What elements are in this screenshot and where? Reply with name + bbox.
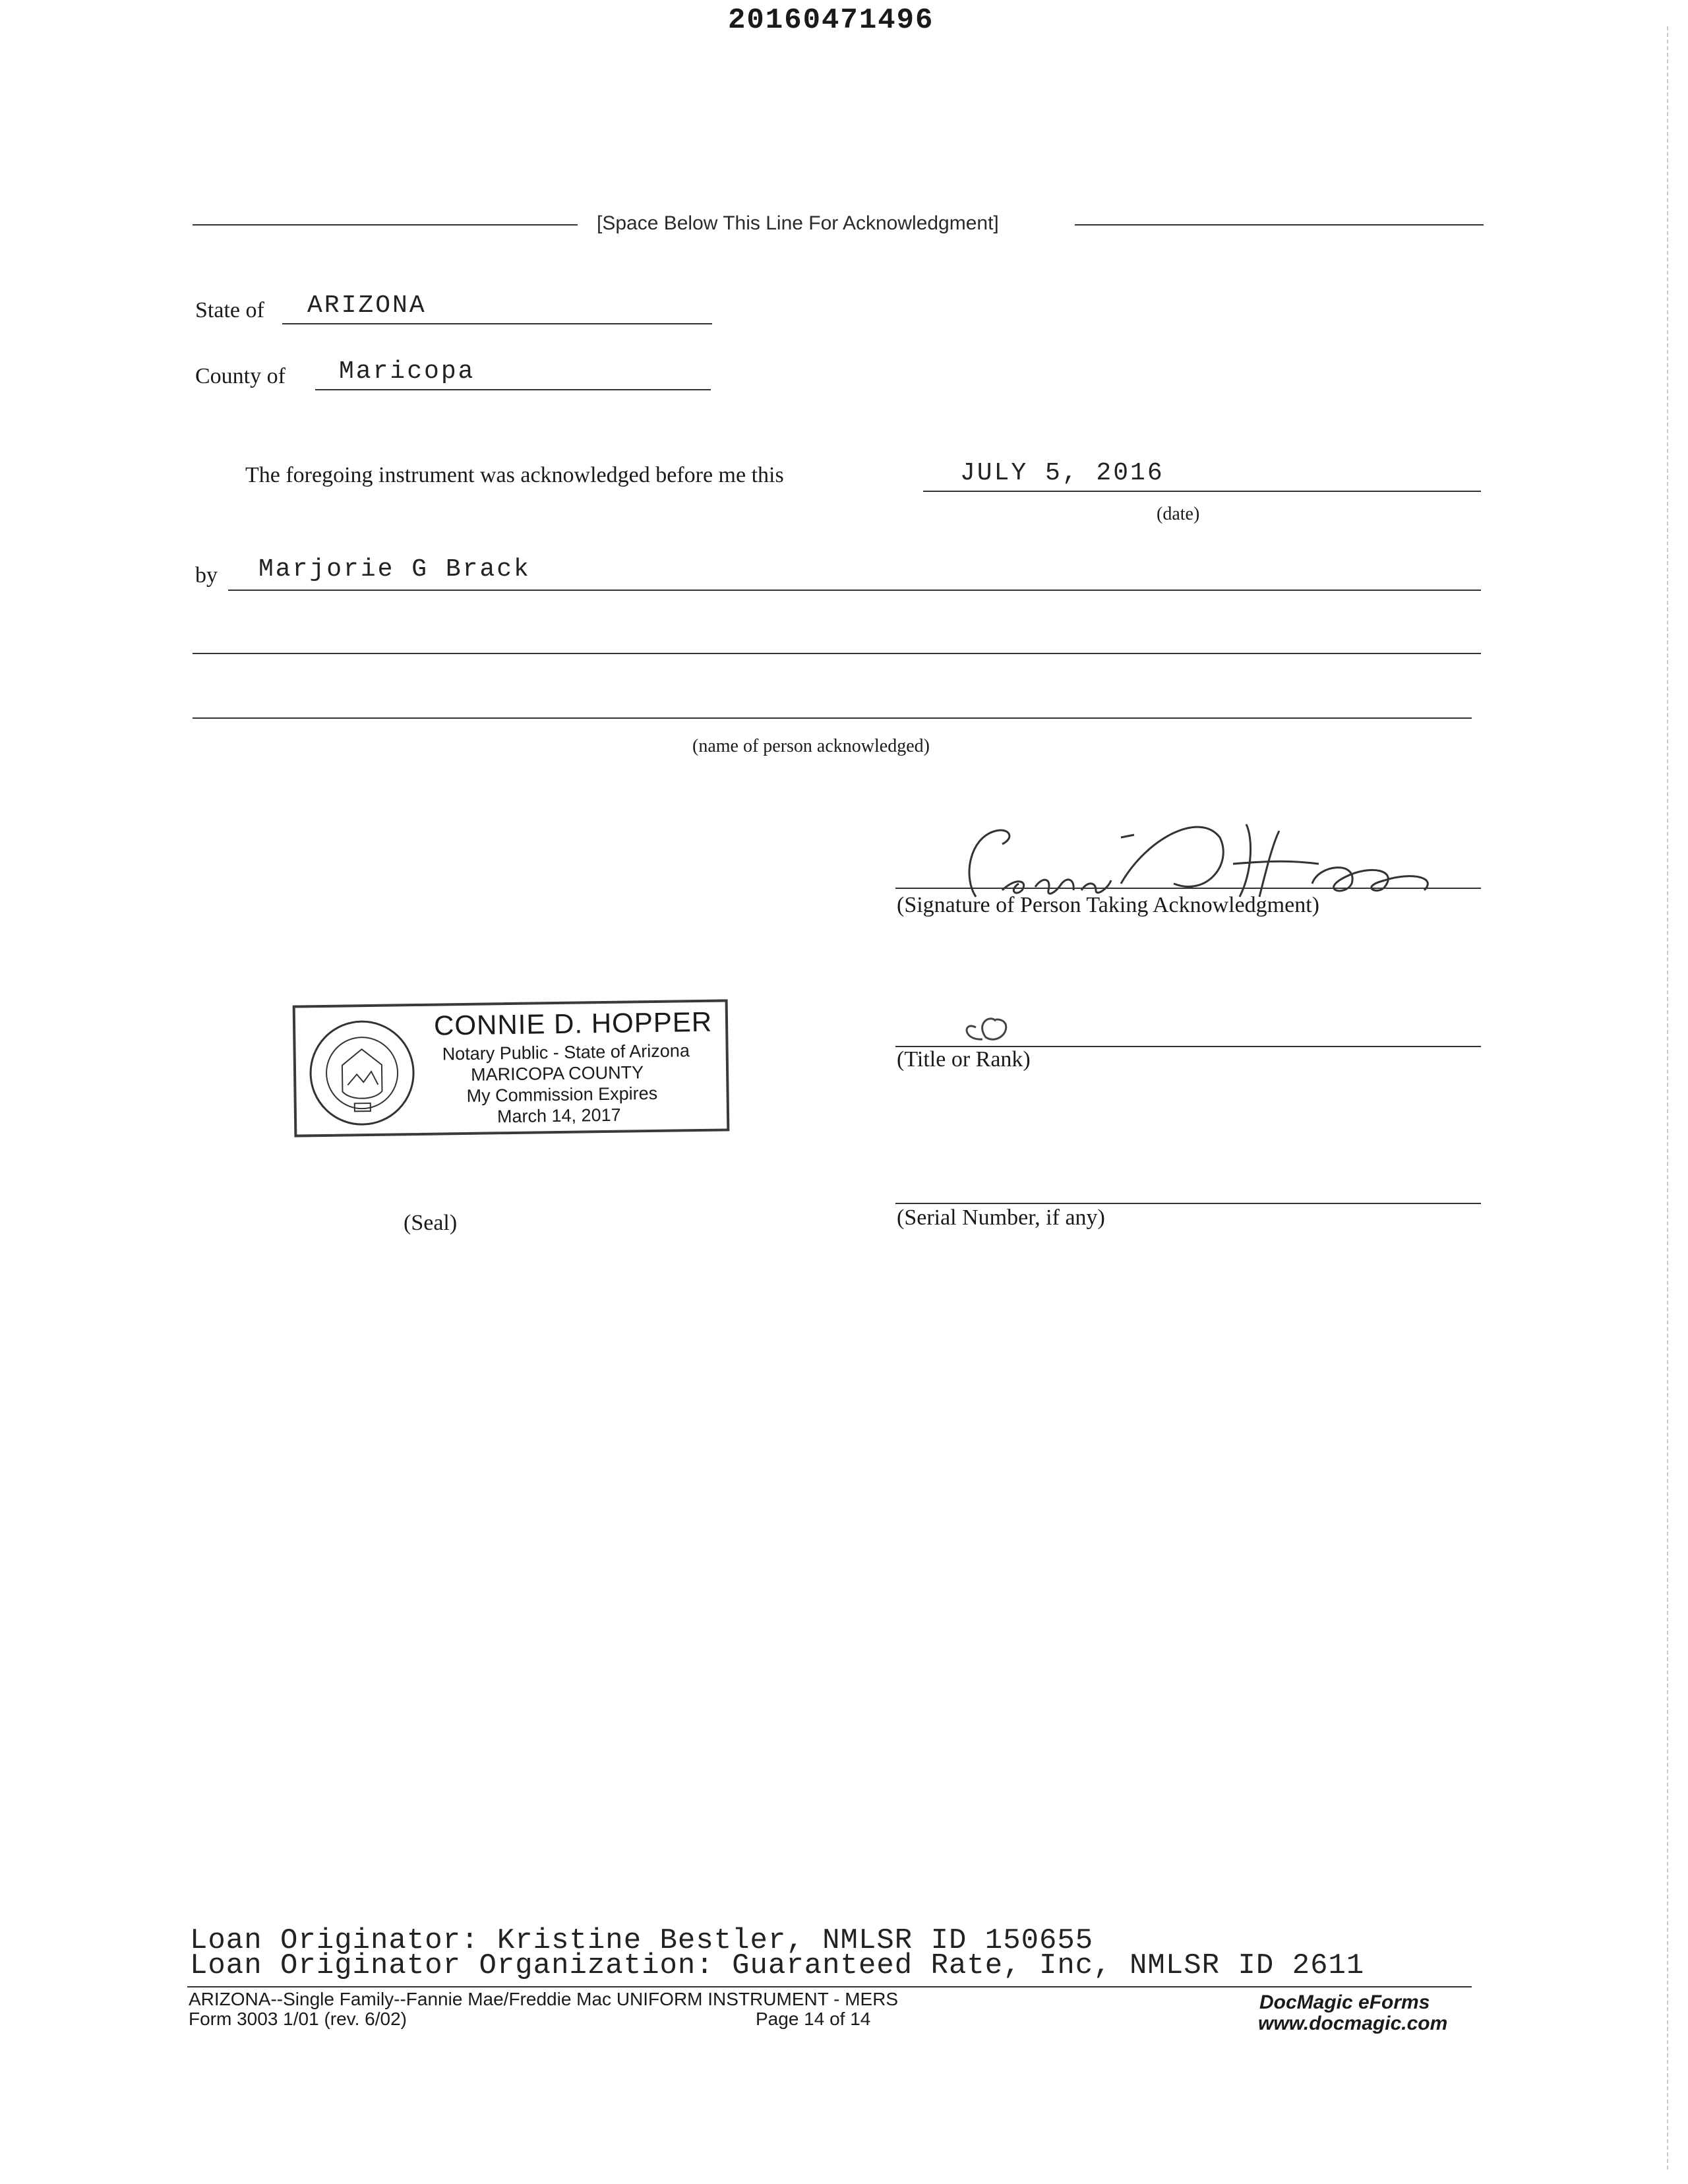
page-number: Page 14 of 14 xyxy=(756,2009,871,2029)
date-line xyxy=(923,491,1481,492)
state-line xyxy=(282,323,712,324)
acknowledgment-heading: [Space Below This Line For Acknowledgment] xyxy=(597,212,999,234)
county-label: County of xyxy=(195,364,286,388)
serial-caption: (Serial Number, if any) xyxy=(897,1205,1105,1230)
ack-date: JULY 5, 2016 xyxy=(960,459,1164,487)
notary-title: Notary Public - State of Arizona xyxy=(442,1041,690,1064)
commission-label: My Commission Expires xyxy=(466,1083,658,1106)
title-initials xyxy=(950,1008,1081,1047)
county-line xyxy=(315,389,711,390)
signature-line xyxy=(895,888,1481,889)
divider-right xyxy=(1075,224,1484,226)
blank-line-2 xyxy=(193,717,1472,719)
state-value: ARIZONA xyxy=(307,291,427,320)
signature-caption: (Signature of Person Taking Acknowledgment) xyxy=(897,893,1319,917)
commission-expiry: March 14, 2017 xyxy=(497,1105,621,1127)
date-caption: (date) xyxy=(1157,504,1200,524)
loan-originator-organization: Loan Originator Organization: Guaranteed Rate, Inc, NMLSR ID 2611 xyxy=(190,1949,1365,1982)
form-title: ARIZONA--Single Family--Fannie Mae/Freddie Mac UNIFORM INSTRUMENT - MERS xyxy=(189,1989,899,2009)
loan-originator: Loan Originator: Kristine Bestler, NMLSR ID 150655 xyxy=(190,1924,1094,1957)
docmagic-website: www.docmagic.com xyxy=(1258,2013,1448,2034)
seal-caption: (Seal) xyxy=(404,1211,458,1235)
by-label: by xyxy=(195,563,218,588)
serial-line xyxy=(895,1203,1481,1204)
foregoing-text: The foregoing instrument was acknowledged before me this xyxy=(245,463,784,487)
county-value: Maricopa xyxy=(339,357,475,386)
state-seal-icon xyxy=(307,1018,417,1128)
notary-stamp xyxy=(293,999,730,1137)
acknowledged-person: Marjorie G Brack xyxy=(258,555,531,584)
notary-county: MARICOPA COUNTY xyxy=(470,1062,644,1085)
title-caption: (Title or Rank) xyxy=(897,1047,1031,1072)
docmagic-brand: DocMagic eForms xyxy=(1259,1991,1430,2013)
state-label: State of xyxy=(195,298,264,322)
notary-name: CONNIE D. HOPPER xyxy=(433,1006,713,1041)
scan-edge xyxy=(1667,26,1675,2169)
by-line xyxy=(228,590,1481,591)
recording-number: 20160471496 xyxy=(728,4,934,37)
footer-rule xyxy=(187,1986,1472,1987)
person-caption: (name of person acknowledged) xyxy=(692,736,930,756)
blank-line-1 xyxy=(193,653,1481,654)
form-number: Form 3003 1/01 (rev. 6/02) xyxy=(189,2009,407,2029)
divider-left xyxy=(193,224,578,226)
